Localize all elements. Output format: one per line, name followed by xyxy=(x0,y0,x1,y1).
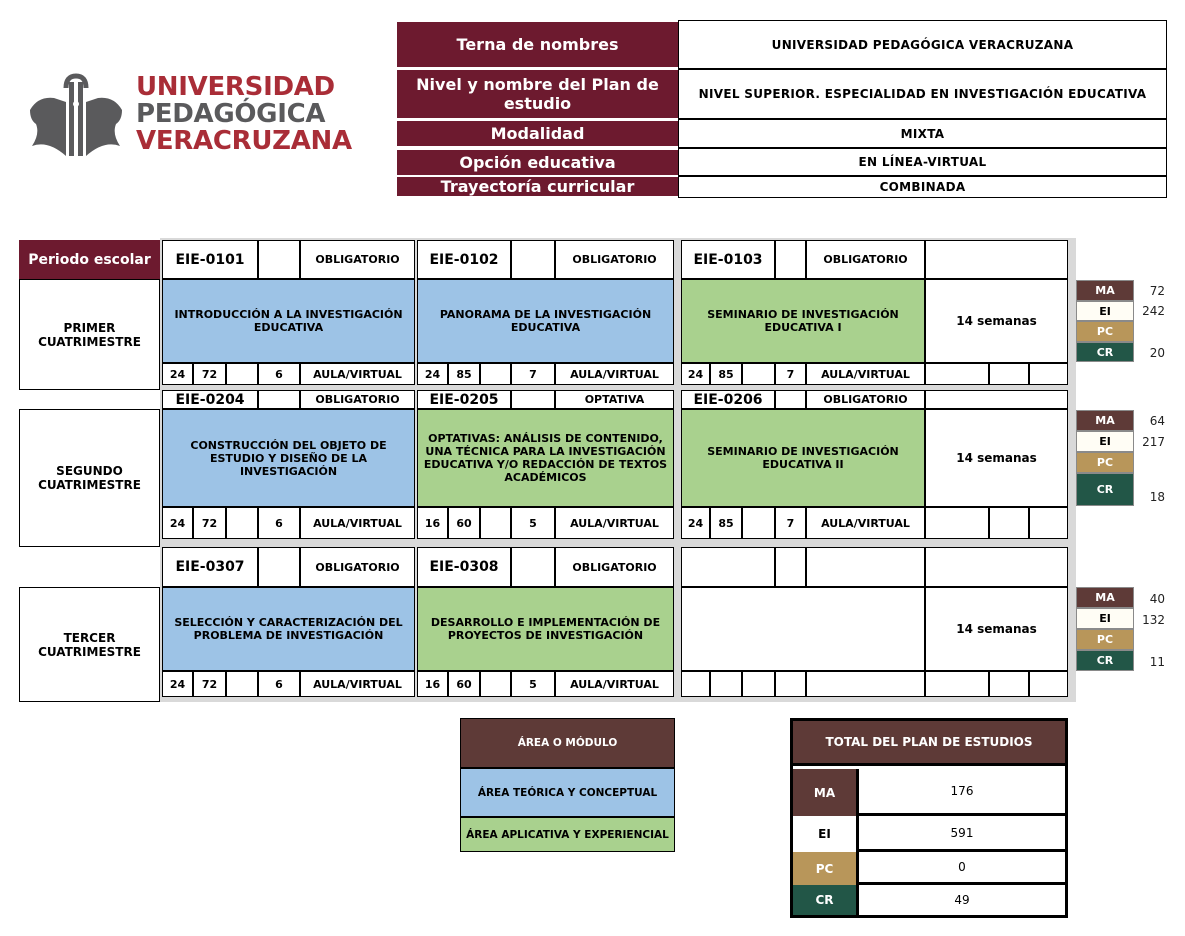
summary-cr-value: 20 xyxy=(1149,346,1165,360)
course-hours-b: 72 xyxy=(193,507,226,539)
course-hours-b: 85 xyxy=(710,507,742,539)
course-code-extra xyxy=(258,240,300,279)
course-room: AULA/VIRTUAL xyxy=(300,507,415,539)
course-hours-b: 60 xyxy=(448,671,480,697)
empty-footer-b xyxy=(710,671,742,697)
course-hours-b: 85 xyxy=(448,363,480,385)
course-room: AULA/VIRTUAL xyxy=(300,671,415,697)
course-room: AULA/VIRTUAL xyxy=(555,507,674,539)
summary-ei-value: 242 xyxy=(1142,304,1165,318)
header-label-plan: Nivel y nombre del Plan de estudio xyxy=(397,70,678,118)
summary-ei-label: EI xyxy=(1076,431,1134,452)
course-title: OPTATIVAS: ANÁLISIS DE CONTENIDO, UNA TÉCNICA PARA LA INVESTIGACIÓN EDUCATIVA Y/O REDACCIÓN DE TEXTOS ACADÉMICOS xyxy=(417,409,674,507)
course-room: AULA/VIRTUAL xyxy=(555,363,674,385)
summary-cr-value: 11 xyxy=(1149,655,1165,669)
university-emblem-icon xyxy=(26,68,126,163)
course-credits: 7 xyxy=(775,363,806,385)
summary-ei-label: EI xyxy=(1076,301,1134,321)
course-room: AULA/VIRTUAL xyxy=(555,671,674,697)
weeks-footer-c xyxy=(1029,671,1068,697)
course-hours-b: 72 xyxy=(193,363,226,385)
course-credits: 5 xyxy=(511,671,555,697)
summary-cr-label: CR xyxy=(1076,473,1134,506)
summary-ma-value: 64 xyxy=(1149,414,1165,428)
course-code-extra xyxy=(258,390,300,409)
weeks-footer-c xyxy=(1029,363,1068,385)
course-type: OBLIGATORIO xyxy=(300,240,415,279)
weeks-footer-a xyxy=(925,363,989,385)
course-hours-a: 24 xyxy=(162,507,193,539)
weeks-footer-c xyxy=(1029,507,1068,539)
course-code-extra xyxy=(511,547,555,587)
summary-ma-label: MA xyxy=(1076,280,1134,301)
summary-ma-label: MA xyxy=(1076,587,1134,608)
course-credits: 5 xyxy=(511,507,555,539)
course-room: AULA/VIRTUAL xyxy=(806,507,925,539)
weeks-cell: 14 semanas xyxy=(925,279,1068,363)
empty-title-cell xyxy=(681,587,925,671)
course-code-extra xyxy=(258,547,300,587)
header-value-plan: NIVEL SUPERIOR. ESPECIALIDAD EN INVESTIGACIÓN EDUCATIVA xyxy=(678,69,1167,119)
course-code: EIE-0103 xyxy=(681,240,775,279)
empty-code-extra xyxy=(775,547,806,587)
totals-ei-label: EI xyxy=(793,816,856,852)
period-header: Periodo escolar xyxy=(19,240,160,279)
logo xyxy=(26,68,352,163)
course-title: PANORAMA DE LA INVESTIGACIÓN EDUCATIVA xyxy=(417,279,674,363)
course-hours-a: 16 xyxy=(417,671,448,697)
header-label-option: Opción educativa xyxy=(397,150,678,175)
course-hours-b: 85 xyxy=(710,363,742,385)
course-credits: 6 xyxy=(258,363,300,385)
legend-applied: ÁREA APLICATIVA Y EXPERIENCIAL xyxy=(460,817,675,852)
legend-theory: ÁREA TEÓRICA Y CONCEPTUAL xyxy=(460,768,675,817)
course-title: INTRODUCCIÓN A LA INVESTIGACIÓN EDUCATIVA xyxy=(162,279,415,363)
empty-footer-e xyxy=(806,671,925,697)
course-title: CONSTRUCCIÓN DEL OBJETO DE ESTUDIO Y DISEÑO DE LA INVESTIGACIÓN xyxy=(162,409,415,507)
header-label-trajectory: Trayectoría curricular xyxy=(397,177,678,196)
course-hours-a: 24 xyxy=(162,671,193,697)
totals-pc-value: 0 xyxy=(856,852,1065,885)
summary-ei-value: 217 xyxy=(1142,435,1165,449)
weeks-header-cell xyxy=(925,240,1068,279)
weeks-header-cell xyxy=(925,390,1068,409)
course-room: AULA/VIRTUAL xyxy=(806,363,925,385)
period-name-3: TERCER CUATRIMESTRE xyxy=(19,587,160,702)
course-code: EIE-0101 xyxy=(162,240,258,279)
course-type: OBLIGATORIO xyxy=(806,240,925,279)
course-type: OBLIGATORIO xyxy=(300,390,415,409)
weeks-footer-b xyxy=(989,671,1029,697)
summary-ei-label: EI xyxy=(1076,608,1134,629)
summary-cr-label: CR xyxy=(1076,650,1134,671)
course-hours-a: 24 xyxy=(681,363,710,385)
course-code: EIE-0307 xyxy=(162,547,258,587)
summary-cr-label: CR xyxy=(1076,342,1134,362)
course-credits: 6 xyxy=(258,507,300,539)
empty-code-cell xyxy=(681,547,775,587)
course-code: EIE-0308 xyxy=(417,547,511,587)
empty-type-cell xyxy=(806,547,925,587)
course-hours-c xyxy=(742,363,775,385)
course-title: SEMINARIO DE INVESTIGACIÓN EDUCATIVA I xyxy=(681,279,925,363)
weeks-footer-a xyxy=(925,507,989,539)
header-value-trajectory: COMBINADA xyxy=(678,176,1167,198)
course-title: SELECCIÓN Y CARACTERIZACIÓN DEL PROBLEMA DE INVESTIGACIÓN xyxy=(162,587,415,671)
course-type: OBLIGATORIO xyxy=(555,240,674,279)
course-credits: 7 xyxy=(511,363,555,385)
course-code: EIE-0205 xyxy=(417,390,511,409)
weeks-cell: 14 semanas xyxy=(925,587,1068,671)
course-hours-b: 60 xyxy=(448,507,480,539)
empty-footer-a xyxy=(681,671,710,697)
totals-title: TOTAL DEL PLAN DE ESTUDIOS xyxy=(793,721,1065,766)
period-name-2: SEGUNDO CUATRIMESTRE xyxy=(19,409,160,547)
course-code-extra xyxy=(511,390,555,409)
summary-ma-value: 72 xyxy=(1149,284,1165,298)
course-type: OBLIGATORIO xyxy=(806,390,925,409)
summary-ma-label: MA xyxy=(1076,410,1134,431)
summary-cr-value: 18 xyxy=(1149,490,1165,504)
course-title: DESARROLLO E IMPLEMENTACIÓN DE PROYECTOS DE INVESTIGACIÓN xyxy=(417,587,674,671)
course-hours-a: 24 xyxy=(681,507,710,539)
header-label-name: Terna de nombres xyxy=(397,22,678,67)
course-hours-b: 72 xyxy=(193,671,226,697)
course-hours-a: 16 xyxy=(417,507,448,539)
course-code-extra xyxy=(511,240,555,279)
course-hours-c xyxy=(226,363,258,385)
course-hours-a: 24 xyxy=(417,363,448,385)
totals-ma-label: MA xyxy=(793,769,856,816)
course-hours-c xyxy=(480,363,511,385)
summary-ei-value: 132 xyxy=(1142,613,1165,627)
logo-line-3: VERACRUZANA xyxy=(136,126,352,156)
totals-cr-label: CR xyxy=(793,885,856,915)
period-name-1: PRIMER CUATRIMESTRE xyxy=(19,279,160,390)
logo-line-2: PEDAGÓGICA xyxy=(136,99,326,129)
course-type: OBLIGATORIO xyxy=(300,547,415,587)
course-hours-c xyxy=(742,507,775,539)
weeks-footer-b xyxy=(989,507,1029,539)
header-value-option: EN LÍNEA-VIRTUAL xyxy=(678,148,1167,176)
header-value-modality: MIXTA xyxy=(678,119,1167,148)
course-credits: 6 xyxy=(258,671,300,697)
summary-ma-value: 40 xyxy=(1149,592,1165,606)
course-type: OPTATIVA xyxy=(555,390,674,409)
course-room: AULA/VIRTUAL xyxy=(300,363,415,385)
weeks-footer-b xyxy=(989,363,1029,385)
course-code-extra xyxy=(775,240,806,279)
course-code: EIE-0204 xyxy=(162,390,258,409)
header-value-name: UNIVERSIDAD PEDAGÓGICA VERACRUZANA xyxy=(678,20,1167,69)
course-code-extra xyxy=(775,390,806,409)
course-type: OBLIGATORIO xyxy=(555,547,674,587)
course-credits: 7 xyxy=(775,507,806,539)
weeks-header-cell xyxy=(925,547,1068,587)
legend-title: ÁREA O MÓDULO xyxy=(460,718,675,768)
header-label-modality: Modalidad xyxy=(397,121,678,146)
weeks-footer-a xyxy=(925,671,989,697)
summary-pc-label: PC xyxy=(1076,629,1134,650)
course-hours-c xyxy=(226,507,258,539)
summary-pc-label: PC xyxy=(1076,321,1134,342)
course-hours-c xyxy=(480,507,511,539)
empty-footer-d xyxy=(775,671,806,697)
empty-footer-c xyxy=(742,671,775,697)
totals-cr-value: 49 xyxy=(856,885,1065,915)
totals-ei-value: 591 xyxy=(856,816,1065,852)
course-hours-a: 24 xyxy=(162,363,193,385)
course-title: SEMINARIO DE INVESTIGACIÓN EDUCATIVA II xyxy=(681,409,925,507)
course-code: EIE-0206 xyxy=(681,390,775,409)
totals-ma-value: 176 xyxy=(856,769,1065,816)
weeks-cell: 14 semanas xyxy=(925,409,1068,507)
course-code: EIE-0102 xyxy=(417,240,511,279)
summary-pc-label: PC xyxy=(1076,452,1134,473)
totals-pc-label: PC xyxy=(793,852,856,885)
logo-line-1: UNIVERSIDAD xyxy=(136,72,335,102)
course-hours-c xyxy=(226,671,258,697)
course-hours-c xyxy=(480,671,511,697)
